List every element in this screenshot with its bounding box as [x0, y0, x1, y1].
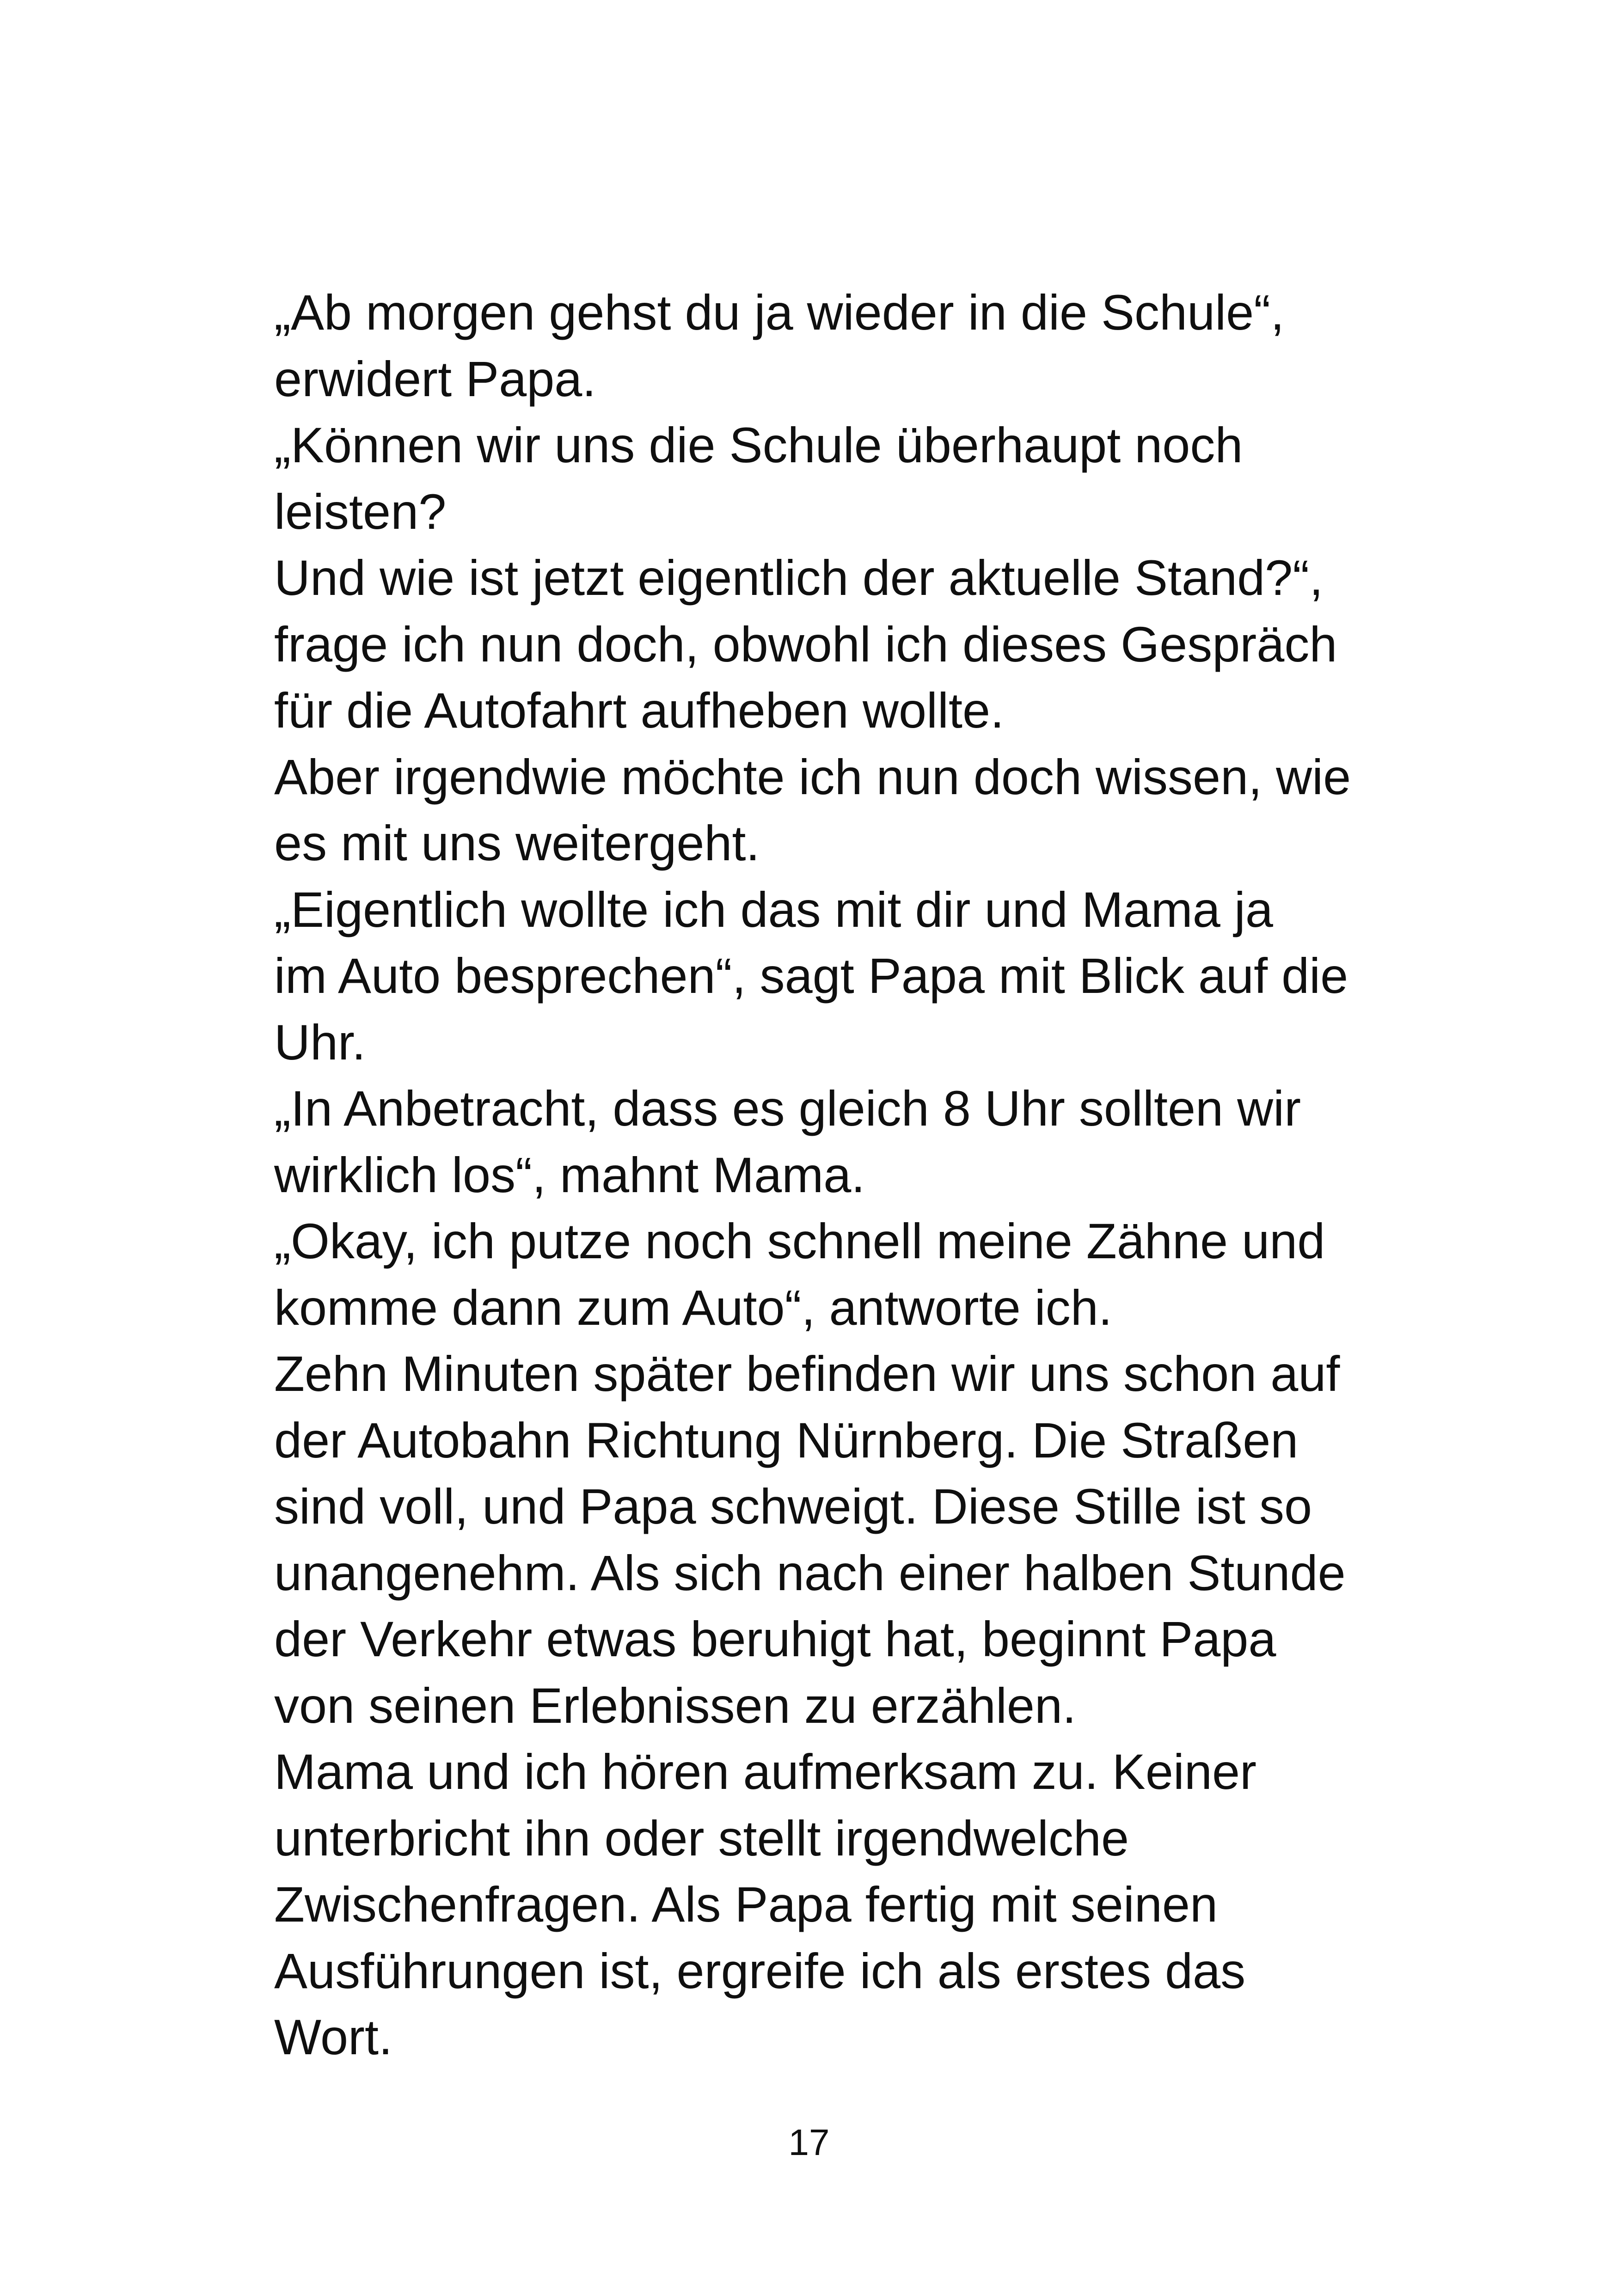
text-line: „Eigentlich wollte ich das mit dir und Mama ja: [274, 881, 1273, 937]
page-body-text: [274, 279, 1393, 2070]
text-line: Uhr.: [274, 1014, 366, 1070]
text-line: unangenehm. Als sich nach einer halben Stunde: [274, 1544, 1346, 1601]
text-line: Zwischenfragen. Als Papa fertig mit seinen: [274, 1876, 1218, 1932]
text-line: Zehn Minuten später befinden wir uns schon auf: [274, 1346, 1340, 1402]
text-line: für die Autofahrt aufheben wollte.: [274, 682, 1005, 738]
text-line: unterbricht ihn oder stellt irgendwelche: [274, 1810, 1129, 1866]
text-line: Ausführungen ist, ergreife ich als erstes das: [274, 1942, 1246, 1999]
text-line: leisten?: [274, 483, 447, 539]
text-line: im Auto besprechen“, sagt Papa mit Blick auf die: [274, 948, 1348, 1004]
text-line: der Autobahn Richtung Nürnberg. Die Straßen: [274, 1412, 1299, 1468]
text-line: „Okay, ich putze noch schnell meine Zähne und: [274, 1213, 1325, 1269]
page-number: 17: [788, 2122, 830, 2163]
text-line: „Können wir uns die Schule überhaupt noch: [274, 417, 1243, 473]
text-line: frage ich nun doch, obwohl ich dieses Gespräch: [274, 616, 1337, 672]
text-line: „In Anbetracht, dass es gleich 8 Uhr sollten wir: [274, 1080, 1301, 1136]
text-line: Aber irgendwie möchte ich nun doch wissen, wie: [274, 748, 1351, 805]
text-line: sind voll, und Papa schweigt. Diese Stille ist so: [274, 1478, 1312, 1534]
text-line: Mama und ich hören aufmerksam zu. Keiner: [274, 1744, 1256, 1800]
text-line: der Verkehr etwas beruhigt hat, beginnt Papa: [274, 1611, 1276, 1667]
text-line: von seinen Erlebnissen zu erzählen.: [274, 1677, 1077, 1733]
text-line: es mit uns weitergeht.: [274, 815, 760, 871]
text-line: erwidert Papa.: [274, 350, 596, 407]
text-line: Wort.: [274, 2009, 393, 2065]
text-line: Und wie ist jetzt eigentlich der aktuelle Stand?“,: [274, 550, 1324, 606]
text-line: wirklich los“, mahnt Mama.: [274, 1146, 865, 1203]
text-line: „Ab morgen gehst du ja wieder in die Schule“,: [274, 284, 1285, 340]
text-line: komme dann zum Auto“, antworte ich.: [274, 1279, 1112, 1335]
